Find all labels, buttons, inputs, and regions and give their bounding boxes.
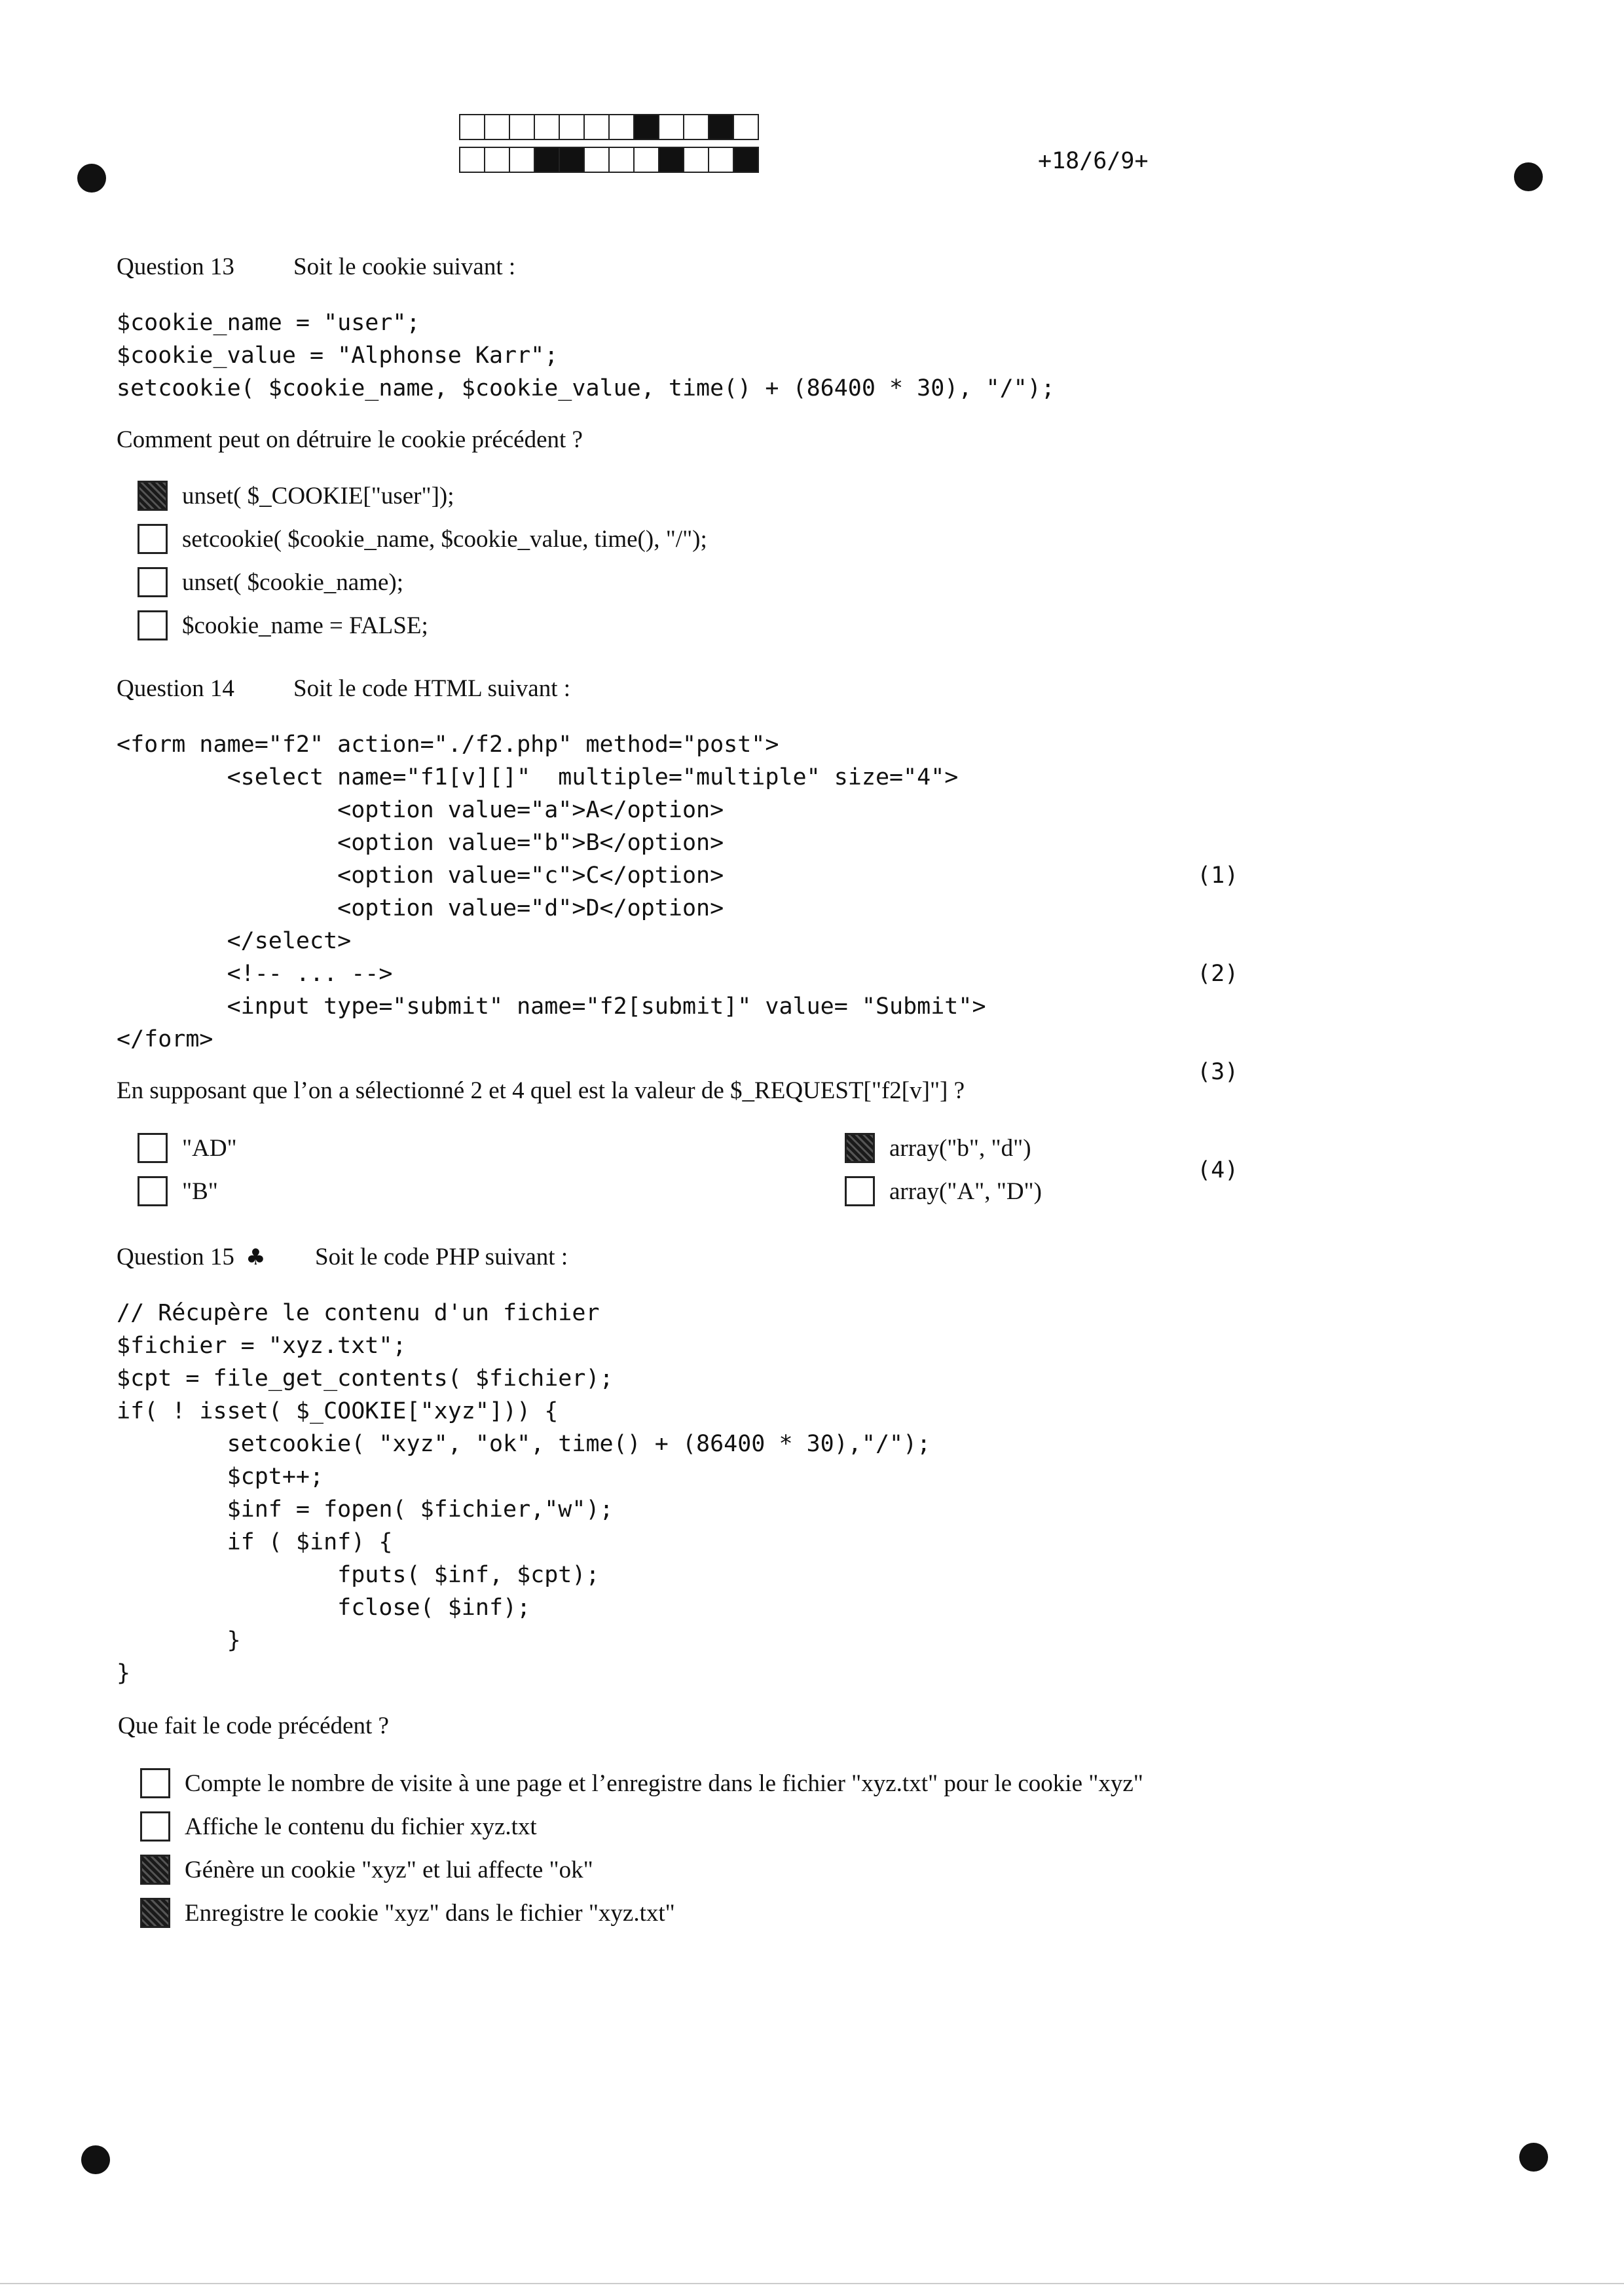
q15-option-2[interactable] <box>140 1805 1143 1848</box>
page-id: +18/6/9+ <box>1038 148 1149 174</box>
barcode-cell <box>484 114 510 140</box>
barcode-cell <box>459 147 485 173</box>
q14-line-numbers <box>1197 794 1238 1219</box>
option-label: "AD" <box>182 1134 237 1162</box>
q14-option-4[interactable] <box>845 1170 1042 1213</box>
barcode-cell <box>583 114 610 140</box>
barcode-cell <box>484 147 510 173</box>
question-number: Question 15 <box>117 1244 234 1270</box>
page-bottom-edge <box>0 2283 1624 2284</box>
club-icon: ♣ <box>246 1244 266 1270</box>
option-label: setcookie( $cookie_name, $cookie_value, time(), "/"); <box>182 525 707 553</box>
barcode-cell <box>733 114 759 140</box>
registration-dot-bottom-right <box>1519 2143 1548 2172</box>
q14-option-2[interactable] <box>138 1170 237 1213</box>
q15-options <box>140 1762 1143 1935</box>
barcode-cell <box>509 114 535 140</box>
page-barcode-row-1 <box>460 114 759 140</box>
option-label: unset( $_COOKIE["user"]); <box>182 482 454 509</box>
line-number: (1) <box>1197 862 1239 889</box>
question-intro: Soit le cookie suivant : <box>293 253 516 280</box>
barcode-cell <box>658 114 684 140</box>
option-label: array("A", "D") <box>889 1177 1042 1205</box>
barcode-cell <box>633 147 659 173</box>
answer-checkbox[interactable] <box>140 1768 170 1798</box>
answer-checkbox[interactable] <box>845 1133 875 1163</box>
barcode-cell <box>583 147 610 173</box>
option-label: Génère un cookie "xyz" et lui affecte "ok" <box>185 1856 593 1883</box>
question-number: Question 13 <box>117 253 234 280</box>
answer-checkbox[interactable] <box>138 567 168 597</box>
q13-code-block: $cookie_name = "user"; $cookie_value = "Alphonse Karr"; setcookie( $cookie_name, $cookie_value, time() + (86400 * 30), "/"); <box>117 310 1055 401</box>
q14-options-right <box>845 1126 1042 1213</box>
barcode-cell <box>459 114 485 140</box>
q14-code-block: <form name="f2" action="./f2.php" method="post"> <select name="f1[v][]" multiple="multiple" size="4"> <option value="a">A</option> <option value="b">B</option> <option value="c">C</option> <option value="d">D</option> </select> <!-- ... --> <input type="submit" name="f2[submit]" value= "Submit"> </form> <box>117 731 986 1052</box>
q15-code-block: // Récupère le contenu d'un fichier $fichier = "xyz.txt"; $cpt = file_get_contents( $fichier); if( ! isset( $_COOKIE["xyz"])) { setcookie( "xyz", "ok", time() + (86400 * 30),"/"); $cpt++; $inf = fopen( $fichier,"w"); if ( $inf) { fputs( $inf, $cpt); fclose( $inf); } } <box>117 1300 931 1686</box>
question-number: Question 14 <box>117 675 234 702</box>
line-number: (3) <box>1197 1059 1239 1085</box>
option-label: Enregistre le cookie "xyz" dans le fichier "xyz.txt" <box>185 1899 675 1927</box>
registration-dot-bottom-left <box>81 2145 110 2174</box>
answer-checkbox[interactable] <box>140 1855 170 1885</box>
barcode-cell <box>608 114 635 140</box>
question-13-header <box>117 253 902 283</box>
page-barcode-row-2 <box>460 147 759 173</box>
q13-prompt: Comment peut on détruire le cookie précédent ? <box>117 426 583 453</box>
answer-checkbox[interactable] <box>138 481 168 511</box>
option-label: Compte le nombre de visite à une page et l’enregistre dans le fichier "xyz.txt" pour le cookie "xyz" <box>185 1769 1143 1797</box>
line-number: (4) <box>1197 1157 1239 1183</box>
answer-checkbox[interactable] <box>140 1898 170 1928</box>
barcode-cell <box>534 147 560 173</box>
barcode-cell <box>683 147 709 173</box>
answer-checkbox[interactable] <box>138 610 168 640</box>
question-14-header <box>117 675 902 705</box>
question-15-header <box>117 1243 902 1273</box>
option-label: array("b", "d") <box>889 1134 1031 1162</box>
q13-option-4[interactable] <box>138 604 707 647</box>
answer-checkbox[interactable] <box>138 1133 168 1163</box>
answer-checkbox[interactable] <box>138 1176 168 1206</box>
q15-prompt: Que fait le code précédent ? <box>118 1713 389 1739</box>
option-label: $cookie_name = FALSE; <box>182 612 428 639</box>
line-number: (2) <box>1197 961 1239 987</box>
question-intro: Soit le code HTML suivant : <box>293 675 571 702</box>
barcode-cell <box>559 147 585 173</box>
barcode-cell <box>658 147 684 173</box>
barcode-cell <box>683 114 709 140</box>
registration-dot-top-left <box>77 164 106 193</box>
option-label: Affiche le contenu du fichier xyz.txt <box>185 1813 537 1840</box>
q14-prompt: En supposant que l’on a sélectionné 2 et 4 quel est la valeur de $_REQUEST["f2[v]"] ? <box>117 1077 965 1104</box>
question-intro: Soit le code PHP suivant : <box>315 1244 568 1270</box>
q13-option-1[interactable] <box>138 474 707 517</box>
q13-option-2[interactable] <box>138 517 707 561</box>
barcode-cell <box>608 147 635 173</box>
registration-dot-top-right <box>1514 162 1543 191</box>
barcode-cell <box>633 114 659 140</box>
q13-options <box>138 474 707 647</box>
q14-options-left <box>138 1126 237 1213</box>
barcode-cell <box>509 147 535 173</box>
answer-checkbox[interactable] <box>138 524 168 554</box>
answer-checkbox[interactable] <box>140 1811 170 1842</box>
barcode-cell <box>559 114 585 140</box>
q15-option-1[interactable] <box>140 1762 1143 1805</box>
q15-option-4[interactable] <box>140 1891 1143 1935</box>
option-label: "B" <box>182 1177 218 1205</box>
barcode-cell <box>534 114 560 140</box>
q14-option-3[interactable] <box>845 1126 1042 1170</box>
option-label: unset( $cookie_name); <box>182 568 404 596</box>
q15-option-3[interactable] <box>140 1848 1143 1891</box>
q13-option-3[interactable] <box>138 561 707 604</box>
q14-option-1[interactable] <box>138 1126 237 1170</box>
answer-checkbox[interactable] <box>845 1176 875 1206</box>
barcode-cell <box>708 114 734 140</box>
barcode-cell <box>708 147 734 173</box>
barcode-cell <box>733 147 759 173</box>
